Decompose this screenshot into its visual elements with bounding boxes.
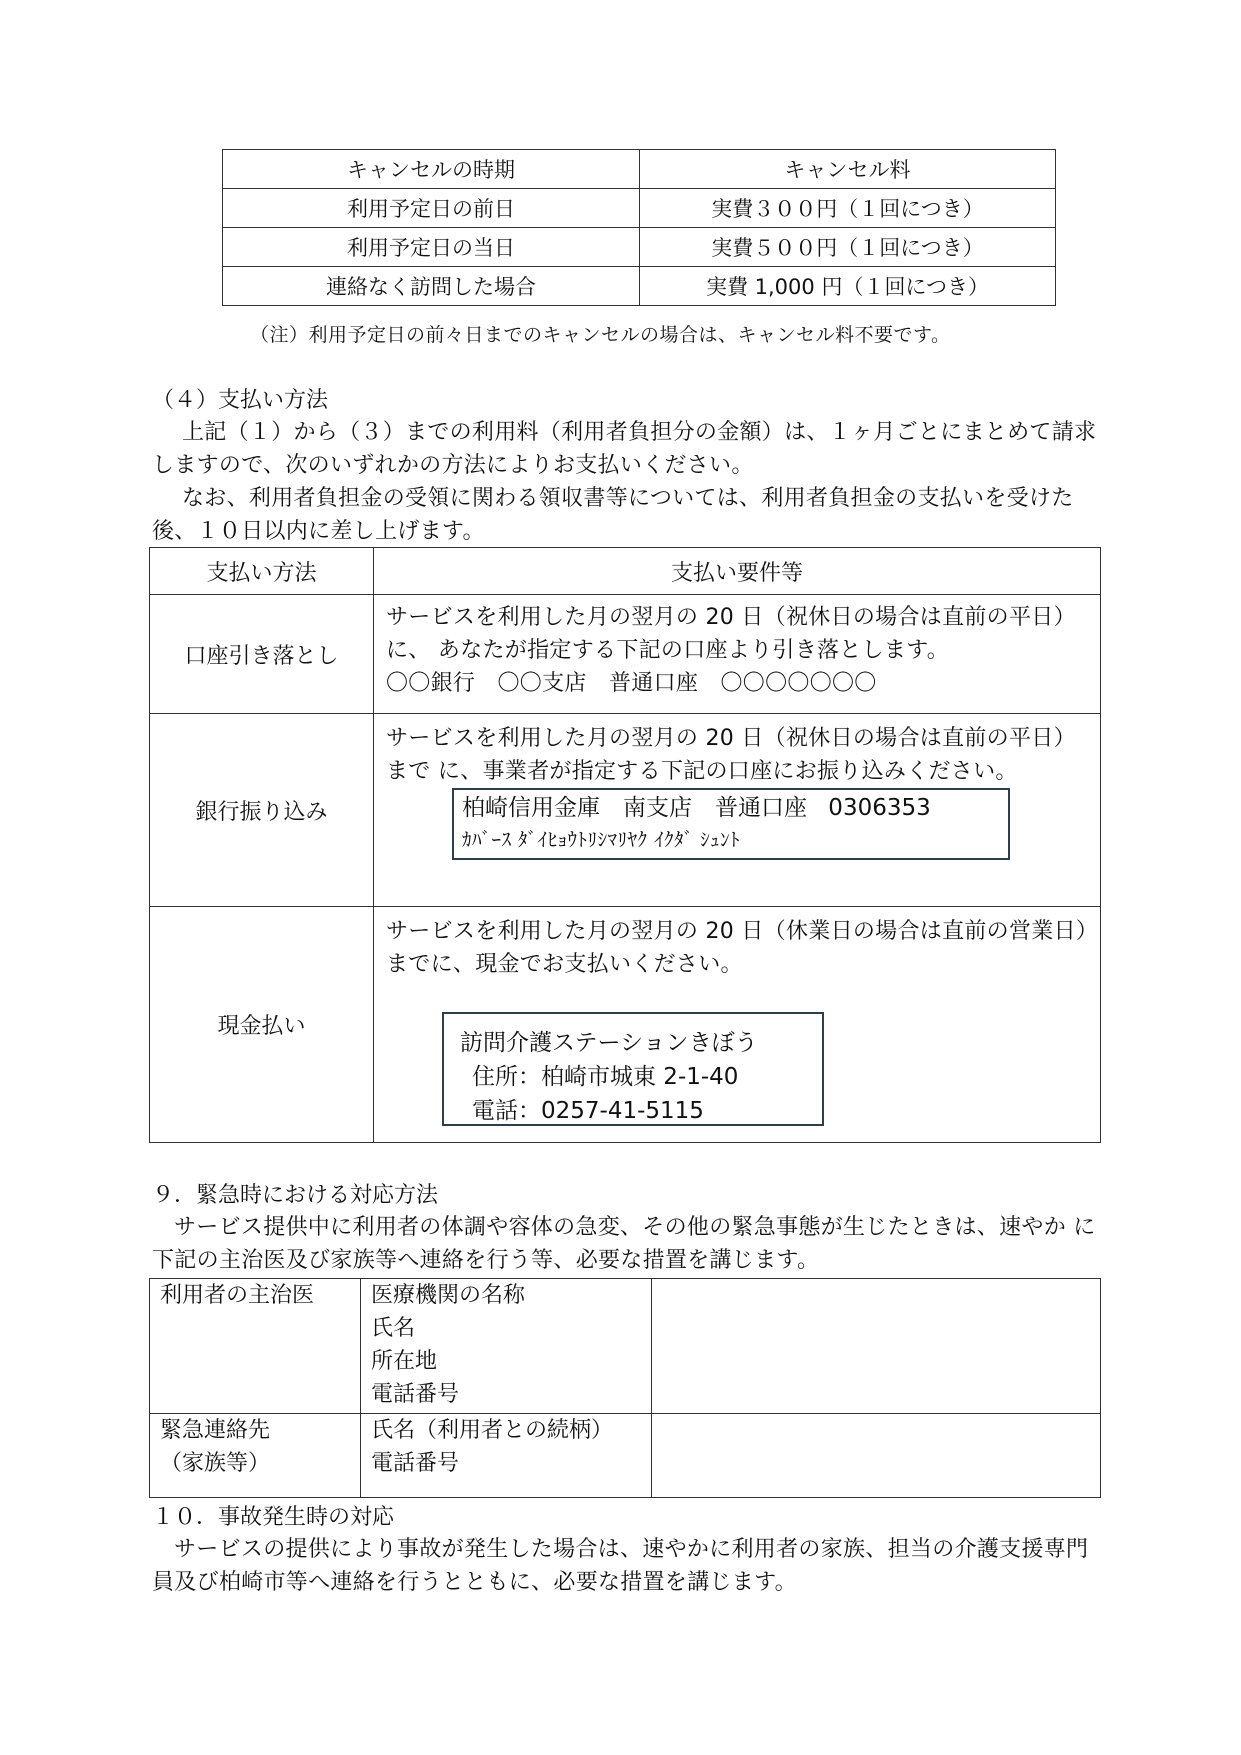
payment-requirements-cell xyxy=(374,595,1101,714)
cancel-fee-table xyxy=(222,149,1056,306)
table-field-list xyxy=(361,1414,652,1498)
table-row xyxy=(223,228,1056,267)
section-4-paragraph-1: 上記（１）から（３）までの利用料（利用者負担分の金額）は、１ヶ月ごとにまとめて請求しますので、次のいずれかの方法によりお支払いください。 xyxy=(152,420,1097,478)
table-header-cell: 支払い要件等 xyxy=(374,548,1101,595)
field-label: 電話番号 xyxy=(371,1382,460,1407)
table-header-cell: キャンセル料 xyxy=(640,150,1056,189)
payment-requirements-text: サービスを利用した月の翌月の 20 日（祝休日の場合は直前の平日）に、 あなたが指定する下記の口座より引き落とします。 xyxy=(386,605,1076,663)
office-address: 住所：柏崎市城東 2-1-40 xyxy=(472,1064,739,1090)
field-label: 氏名（利用者との続柄） xyxy=(371,1418,614,1443)
cancel-note: （注）利用予定日の前々日までのキャンセルの場合は、キャンセル料不要です。 xyxy=(250,324,951,346)
bank-transfer-account-box xyxy=(452,788,1010,860)
table-cell: 利用予定日の当日 xyxy=(223,228,640,267)
section-9-paragraph: サービス提供中に利用者の体調や容体の急変、その他の緊急事態が生じたときは、速やか に下記の主治医及び家族等へ連絡を行う等、必要な措置を講じます。 xyxy=(152,1215,1096,1273)
table-row xyxy=(150,907,1101,1143)
bank-account-placeholder: 〇〇銀行 〇〇支店 普通口座 〇〇〇〇〇〇〇 xyxy=(386,671,877,696)
table-row xyxy=(150,595,1101,714)
table-cell: 実費 1,000 円（１回につき） xyxy=(640,267,1056,306)
table-row xyxy=(150,1414,1101,1498)
table-label-cell xyxy=(150,1414,361,1498)
section-10-heading: １０．事故発生時の対応 xyxy=(152,1505,395,1530)
field-label: 医療機関の名称 xyxy=(371,1283,526,1308)
table-row xyxy=(150,1279,1101,1414)
section-4-heading: （４）支払い方法 xyxy=(152,388,329,413)
table-header-cell: キャンセルの時期 xyxy=(223,150,640,189)
office-name: 訪問介護ステーションきぼう xyxy=(460,1030,758,1056)
section-4-paragraph-2: なお、利用者負担金の受領に関わる領収書等については、利用者負担金の支払いを受けた後、１０日以内に差し上げます。 xyxy=(152,486,1074,544)
payment-methods-table xyxy=(149,547,1101,1143)
label-line: （家族等） xyxy=(160,1451,271,1476)
table-cell: 連絡なく訪問した場合 xyxy=(223,267,640,306)
table-cell: 実費３００円（１回につき） xyxy=(640,189,1056,228)
table-cell: 実費５００円（１回につき） xyxy=(640,228,1056,267)
field-label: 電話番号 xyxy=(371,1451,460,1476)
section-10-paragraph: サービスの提供により事故が発生した場合は、速やかに利用者の家族、担当の介護支援専門員及び柏崎市等へ連絡を行うとともに、必要な措置を講じます。 xyxy=(152,1537,1089,1595)
table-label-cell: 利用者の主治医 xyxy=(150,1279,361,1414)
empty-value-cell xyxy=(652,1279,1101,1414)
empty-value-cell xyxy=(652,1414,1101,1498)
field-label: 氏名 xyxy=(371,1316,416,1341)
payment-method-label: 銀行振り込み xyxy=(150,714,374,907)
label-line: 緊急連絡先 xyxy=(160,1418,271,1443)
field-label: 所在地 xyxy=(371,1349,438,1374)
payment-requirements-text: サービスを利用した月の翌月の 20 日（休業日の場合は直前の営業日）までに、現金でお支払いください。 xyxy=(386,919,1088,977)
table-cell: 利用予定日の前日 xyxy=(223,189,640,228)
table-header-row xyxy=(223,150,1056,189)
payment-method-label: 口座引き落とし xyxy=(150,595,374,714)
office-contact-box xyxy=(442,1012,824,1126)
office-phone: 電話：0257-41-5115 xyxy=(472,1098,704,1124)
payment-requirements-cell xyxy=(374,907,1101,1143)
payment-requirements-text: サービスを利用した月の翌月の 20 日（祝休日の場合は直前の平日）まで に、事業者が指定する下記の口座にお振り込みください。 xyxy=(386,726,1076,784)
payment-method-label: 現金払い xyxy=(150,907,374,1143)
table-row xyxy=(223,267,1056,306)
table-header-row xyxy=(150,548,1101,595)
payment-requirements-cell xyxy=(374,714,1101,907)
table-row xyxy=(150,714,1101,907)
bank-account-line: 柏崎信用金庫 南支店 普通口座 0306353 xyxy=(462,795,931,821)
table-header-cell: 支払い方法 xyxy=(150,548,374,595)
emergency-contacts-table xyxy=(149,1278,1101,1498)
account-holder-line: ｶﾊﾞｰｽ ﾀﾞｲﾋｮｳﾄﾘｼﾏﾘﾔｸ ｲｸﾀﾞ ｼｭﾝﾄ xyxy=(462,829,741,851)
table-field-list xyxy=(361,1279,652,1414)
table-row xyxy=(223,189,1056,228)
section-9-heading: ９．緊急時における対応方法 xyxy=(152,1183,439,1208)
